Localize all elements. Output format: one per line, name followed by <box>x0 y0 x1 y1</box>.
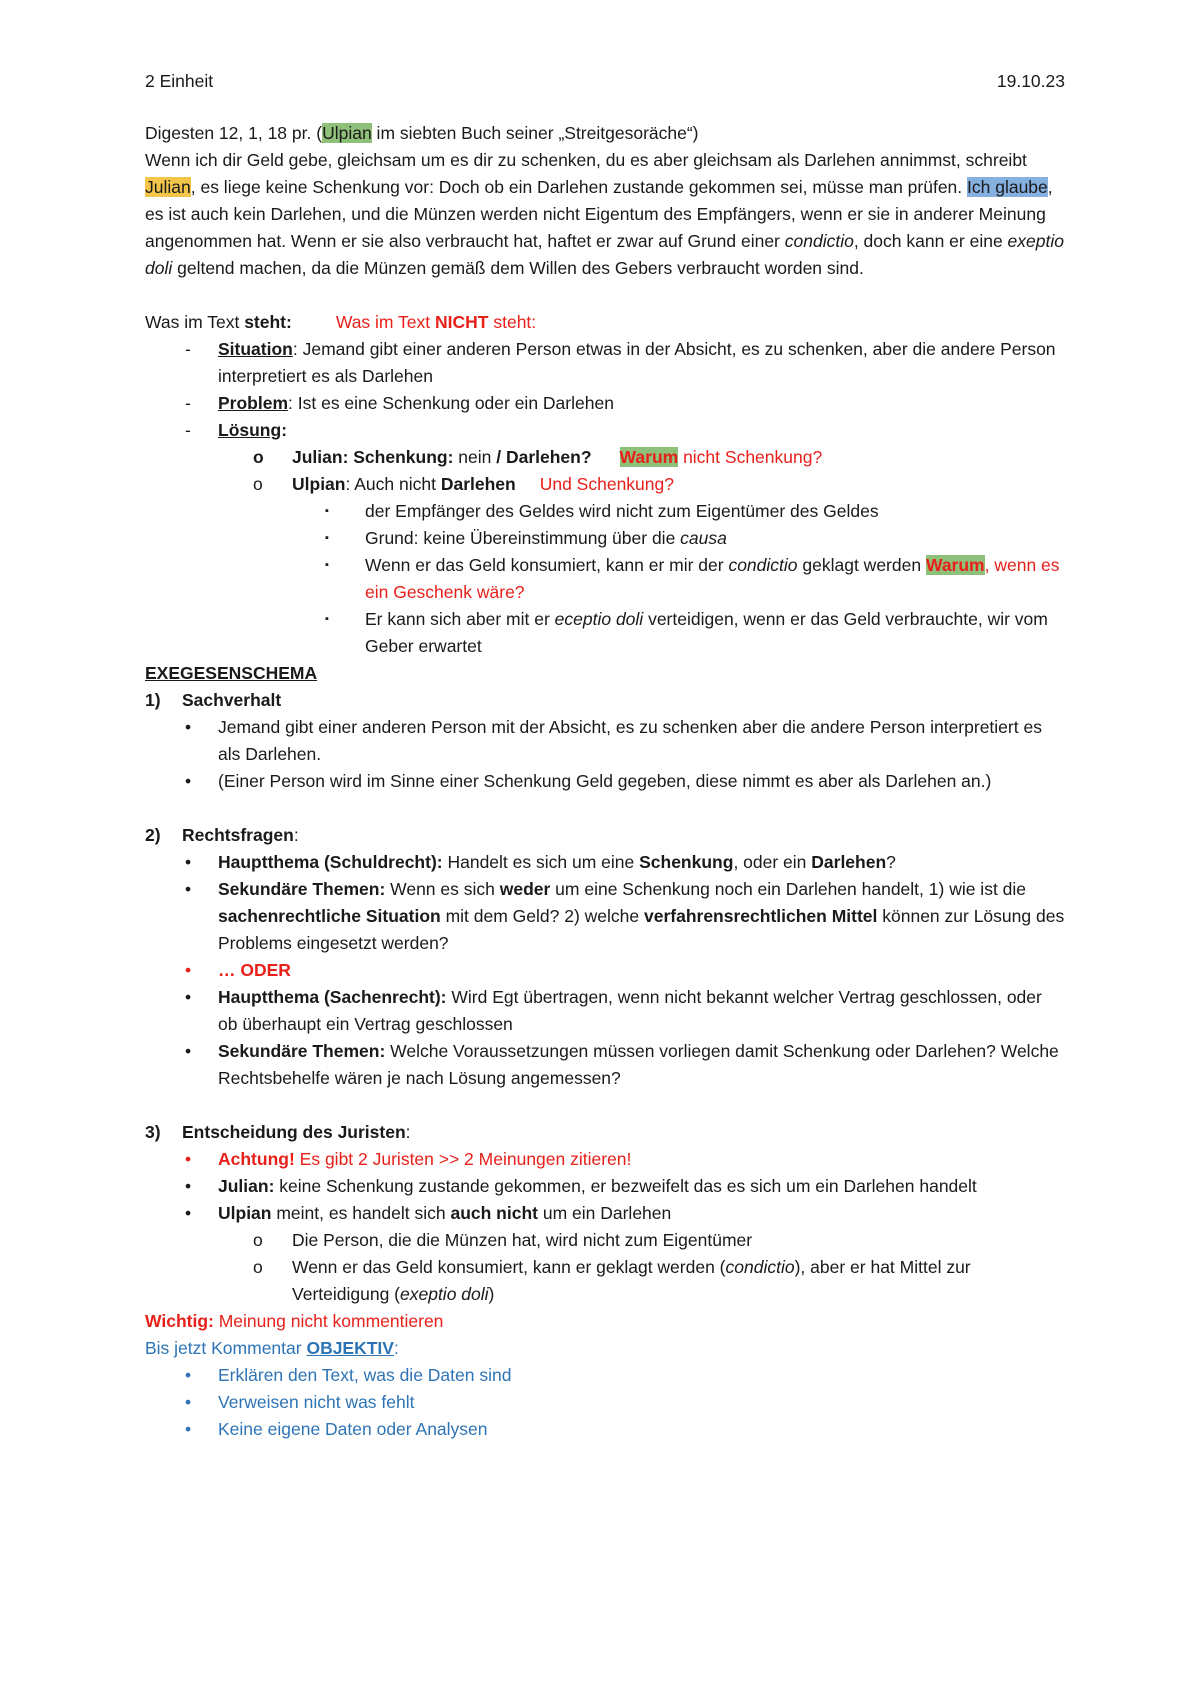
highlight-warum: Warum <box>925 555 985 575</box>
list-item: • (Einer Person wird im Sinne einer Schenkung Geld gegeben, diese nimmt es aber als Darlehen an.) <box>145 768 1065 795</box>
highlight-ulpian: Ulpian <box>322 123 372 143</box>
list-item: • … ODER <box>145 957 1065 984</box>
ulpian-item: o Ulpian: Auch nicht Darlehen Und Schenkung? <box>145 471 1065 498</box>
list-item: • Sekundäre Themen: Welche Voraussetzungen müssen vorliegen damit Schenkung oder Darlehen? Welche Rechtsbehelfe wären je nach Lösung angemessen? <box>145 1038 1065 1092</box>
analysis-heading: Was im Text steht: Was im Text NICHT steht: <box>145 312 537 332</box>
list-item: • Erklären den Text, was die Daten sind <box>145 1362 1065 1389</box>
source-paragraph: Digesten 12, 1, 18 pr. (Ulpian im siebten Buch seiner „Streitgesoräche“) Wenn ich dir Geld gebe, gleichsam um es dir zu schenken, du es aber gleichsam als Darlehen annimmst, schreibt Julian, es liege keine Schenkung vor: Doch ob ein Darlehen zustande gekommen sei, müsse man prüfen. Ich glaube, es ist auch kein Darlehen, und die Münzen werden nicht Eigentum des Empfängers, wenn er sie in anderer Meinung angenommen hat. Wenn er sie also verbraucht hat, haftet er zwar auf Grund einer condictio, doch kann er eine exeptio doli geltend machen, da die Münzen gemäß dem Willen des Gebers verbraucht worden sind. <box>145 123 1064 278</box>
list-item: • Julian: keine Schenkung zustande gekommen, er bezweifelt das es sich um ein Darlehen handelt <box>145 1173 1065 1200</box>
circle-marker: o <box>253 447 264 467</box>
sub-list-item: o Die Person, die die Münzen hat, wird nicht zum Eigentümer <box>145 1227 1065 1254</box>
section-heading: 2) Rechtsfragen: <box>145 825 299 845</box>
document-page <box>145 68 1065 1443</box>
list-item: • Achtung! Es gibt 2 Juristen >> 2 Meinungen zitieren! <box>145 1146 1065 1173</box>
bullet-marker: • <box>185 1041 192 1061</box>
circle-marker: o <box>253 1230 263 1250</box>
julian-item: o Julian: Schenkung: nein / Darlehen? Warum nicht Schenkung? <box>145 444 1065 471</box>
bullet-marker: • <box>185 852 192 872</box>
highlight-ich-glaube: Ich glaube <box>967 177 1048 197</box>
section-heading: 1) Sachverhalt <box>145 690 282 710</box>
square-marker: ▪ <box>325 613 329 625</box>
circle-marker: o <box>253 474 263 494</box>
page-header <box>145 68 1065 95</box>
square-marker: ▪ <box>325 505 329 517</box>
list-item: • Hauptthema (Schuldrecht): Handelt es sich um eine Schenkung, oder ein Darlehen? <box>145 849 1065 876</box>
dash-marker: - <box>185 420 191 440</box>
bullet-marker: • <box>185 1176 192 1196</box>
list-item: • Sekundäre Themen: Wenn es sich weder um eine Schenkung noch ein Darlehen handelt, 1) wie ist die sachenrechtliche Situation mit dem Geld? 2) welche verfahrensrechtlichen Mittel können zur Lösung des Problems eingesetzt werden? <box>145 876 1065 957</box>
problem-item: - Problem: Ist es eine Schenkung oder ein Darlehen <box>145 390 1065 417</box>
list-item: • Verweisen nicht was fehlt <box>145 1389 1065 1416</box>
highlight-julian: Julian <box>145 177 191 197</box>
ulpian-sub-item: ▪ der Empfänger des Geldes wird nicht zum Eigentümer des Geldes <box>145 498 1065 525</box>
ulpian-sub-item: ▪ Wenn er das Geld konsumiert, kann er mir der condictio geklagt werden Warum, wenn es ein Geschenk wäre? <box>145 552 1065 606</box>
bullet-marker: • <box>185 1149 192 1169</box>
list-item: • Jemand gibt einer anderen Person mit der Absicht, es zu schenken aber die andere Person interpretiert es als Darlehen. <box>145 714 1065 768</box>
square-marker: ▪ <box>325 559 329 571</box>
loesung-item: - Lösung: <box>145 417 1065 444</box>
circle-marker: o <box>253 1257 263 1277</box>
bullet-marker: • <box>185 879 192 899</box>
situation-item: - Situation: Jemand gibt einer anderen Person etwas in der Absicht, es zu schenken, aber die andere Person interpretiert es als Darlehen <box>145 336 1065 390</box>
square-marker: ▪ <box>325 532 329 544</box>
ulpian-sub-item: ▪ Grund: keine Übereinstimmung über die causa <box>145 525 1065 552</box>
header-date: 19.10.23 <box>996 71 1065 91</box>
list-item: • Ulpian meint, es handelt sich auch nicht um ein Darlehen <box>145 1200 1065 1227</box>
highlight-warum: Warum <box>619 447 679 467</box>
ulpian-sub-item: ▪ Er kann sich aber mit er eceptio doli verteidigen, wenn er das Geld verbrauchte, wir vom Geber erwartet <box>145 606 1065 660</box>
wichtig-note: Wichtig: Meinung nicht kommentieren <box>145 1311 444 1331</box>
bullet-marker: • <box>185 960 192 980</box>
list-item: • Keine eigene Daten oder Analysen <box>145 1416 1065 1443</box>
dash-marker: - <box>185 393 191 413</box>
bullet-marker: • <box>185 987 192 1007</box>
dash-marker: - <box>185 339 191 359</box>
missing-heading: Was im Text NICHT steht: <box>335 312 537 332</box>
bullet-marker: • <box>185 1365 192 1385</box>
bullet-marker: • <box>185 771 192 791</box>
section-heading: 3) Entscheidung des Juristen: <box>145 1122 411 1142</box>
list-item: • Hauptthema (Sachenrecht): Wird Egt übertragen, wenn nicht bekannt welcher Vertrag geschlossen, oder ob überhaupt ein Vertrag geschlossen <box>145 984 1065 1038</box>
bullet-marker: • <box>185 1392 192 1412</box>
objektiv-note: Bis jetzt Kommentar OBJEKTIV: <box>145 1338 399 1358</box>
bullet-marker: • <box>185 1419 192 1439</box>
bullet-marker: • <box>185 1203 192 1223</box>
header-title: 2 Einheit <box>145 71 214 91</box>
schema-title: EXEGESENSCHEMA <box>145 663 318 683</box>
sub-list-item: o Wenn er das Geld konsumiert, kann er geklagt werden (condictio), aber er hat Mittel zur Verteidigung (exeptio doli) <box>145 1254 1065 1308</box>
bullet-marker: • <box>185 717 192 737</box>
